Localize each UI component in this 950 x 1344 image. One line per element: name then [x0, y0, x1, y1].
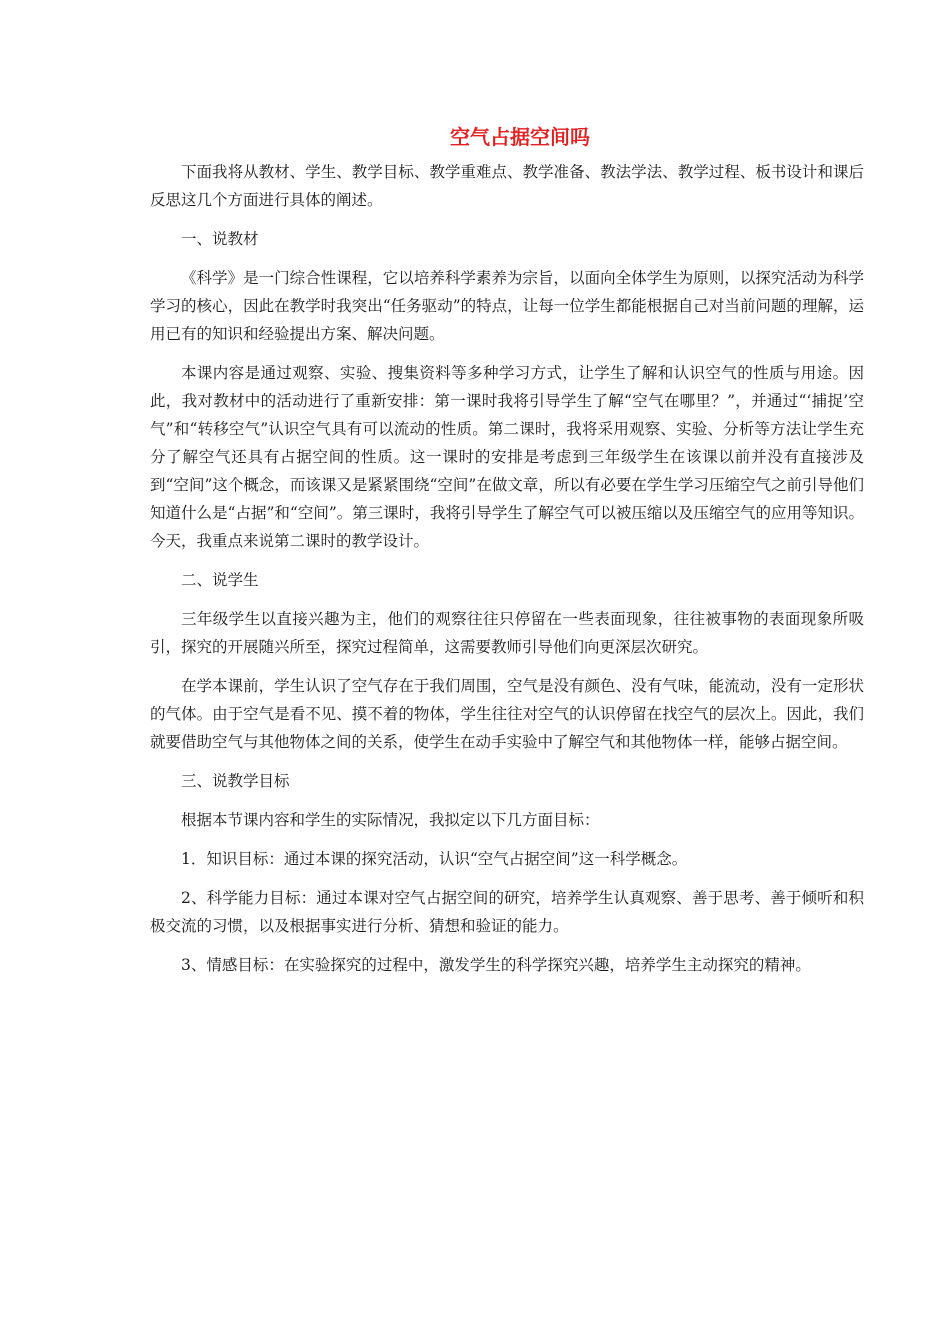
page-title: 空气占据空间吗 — [450, 125, 590, 149]
paragraph-lesson-arrangement: 本课内容是通过观察、实验、搜集资料等多种学习方式，让学生了解和认识空气的性质与用途。因此，我对教材中的活动进行了重新安排：第一课时我将引导学生了解“空气在哪里？”，并通过“‘捕捉’空气”和“转移空气”认识空气具有可以流动的性质。第二课时，我将采用观察、实验、分析等方法让学生充分了解空气还具有占据空间的性质。这一课时的安排是考虑到三年级学生在该课以前并没有直接涉及到“空间”这个概念，而该课又是紧紧围绕“空间”在做文章，所以有必要在学生学习压缩空气之前引导他们知道什么是“占据”和“空间”。第三课时，我将引导学生了解空气可以被压缩以及压缩空气的应用等知识。今天，我重点来说第二课时的教学设计。 — [150, 364, 864, 550]
section-heading-objectives: 三、说教学目标 — [181, 772, 290, 790]
section-heading-students: 二、说学生 — [181, 571, 259, 589]
paragraph-student-prior-knowledge: 在学本课前，学生认识了空气存在于我们周围，空气是没有颜色、没有气味，能流动，没有一定形状的气体。由于空气是看不见、摸不着的物体，学生往往对空气的认识停留在找空气的层次上。因此，我们就要借助空气与其他物体之间的关系，使学生在动手实验中了解空气和其他物体一样，能够占据空间。 — [150, 677, 864, 751]
paragraph-objectives-intro: 根据本节课内容和学生的实际情况，我拟定以下几方面目标： — [181, 811, 600, 829]
objective-knowledge: 1．知识目标：通过本课的探究活动，认识“空气占据空间”这一科学概念。 — [181, 850, 688, 868]
objective-ability: 2、科学能力目标：通过本课对空气占据空间的研究，培养学生认真观察、善于思考、善于倾听和积极交流的习惯，以及根据事实进行分析、猜想和验证的能力。 — [150, 889, 864, 935]
document-body — [150, 158, 864, 990]
paragraph-textbook-overview: 《科学》是一门综合性课程，它以培养科学素养为宗旨，以面向全体学生为原则，以探究活动为科学学习的核心，因此在教学时我突出“任务驱动”的特点，让每一位学生都能根据自己对当前问题的理解，运用已有的知识和经验提出方案、解决问题。 — [150, 269, 864, 343]
paragraph-student-traits: 三年级学生以直接兴趣为主，他们的观察往往只停留在一些表面现象，往往被事物的表面现象所吸引，探究的开展随兴所至，探究过程简单，这需要教师引导他们向更深层次研究。 — [150, 610, 864, 656]
section-heading-textbook: 一、说教材 — [181, 230, 259, 248]
intro-paragraph: 下面我将从教材、学生、教学目标、教学重难点、教学准备、教法学法、教学过程、板书设计和课后反思这几个方面进行具体的阐述。 — [150, 163, 864, 209]
objective-emotion: 3、情感目标：在实验探究的过程中，激发学生的科学探究兴趣，培养学生主动探究的精神。 — [181, 956, 811, 974]
